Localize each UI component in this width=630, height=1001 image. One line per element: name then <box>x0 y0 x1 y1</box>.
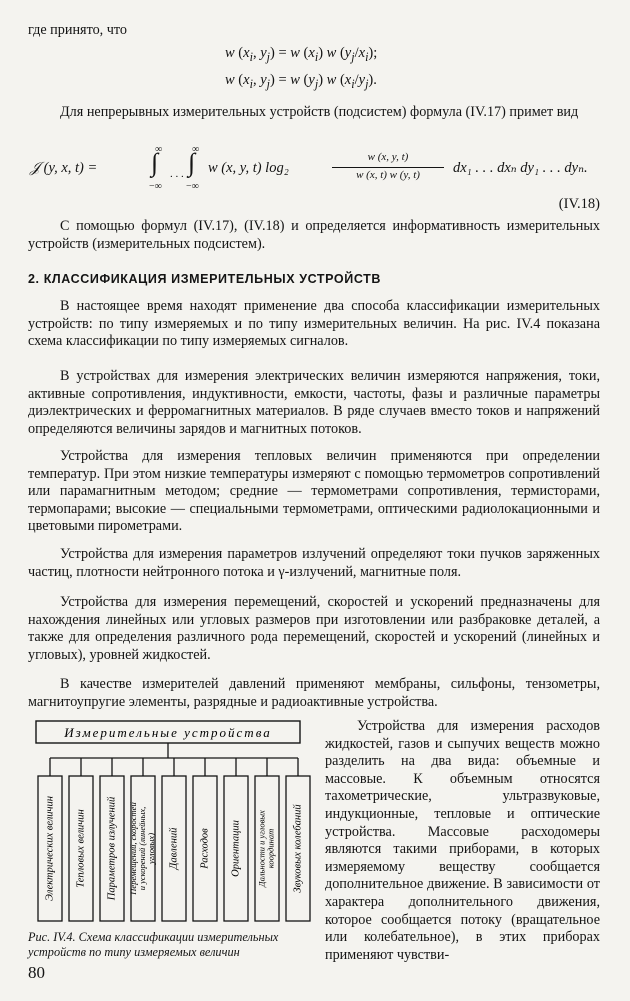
intro-line: где принято, что <box>28 22 128 38</box>
category-box <box>193 776 217 921</box>
classification-diagram <box>28 714 320 926</box>
category-box <box>128 776 156 921</box>
paragraph-formulas: С помощью формул (IV.17), (IV.18) и определяется информативность измерительных устройств (измерительных подсистем). <box>28 218 600 252</box>
category-label: координат <box>265 828 276 869</box>
diagram-category-boxes <box>38 776 310 921</box>
equation-number-iv18: (IV.18) <box>558 196 600 212</box>
category-box <box>255 776 279 921</box>
eq18-lhs: 𝒥 (y, x, t) = <box>30 160 98 176</box>
int1-upper: ∞ <box>155 144 163 155</box>
category-label: Расходов <box>199 828 211 869</box>
equation-joint-prob-1: w ($x_i$, $y_j) = w$ $(x_i)$ w $(y_j/x_i)$; <box>225 45 378 64</box>
category-label: Ориентации <box>230 820 242 877</box>
category-box <box>100 776 124 921</box>
paragraph-1: В настоящее время находят применение два способа классификации измерительных устройств: по типу измеряемых и по типу измерительных величин. На рис. IV.4 показана схема классификации по типу измеряемых сигналов. <box>28 298 600 350</box>
paragraph-3: Устройства для измерения тепловых величин применяются при определении температур. При этом низкие температуры измеряют с помощью термометров сопротивлений или парамагнитным методом; средние — термометрами сопротивления, термисторами, термопарами; высокие — специальными термометрами, оптическими радиолокационными и цветовыми пирометрами. <box>28 448 600 535</box>
paragraph-2: В устройствах для измерения электрических величин измеряются напряжения, токи, активные сопротивления, индуктивности, емкости, частоты, фазы и различные параметры диэлектрических и ферромагнитных материалов. В ряде случаев вместо токов и напряжений определяются величины зарядов и магнитных потоков. <box>28 368 600 437</box>
top-box-label: Измерительные устройства <box>64 725 272 740</box>
category-box <box>38 776 62 921</box>
figure-caption: Рис. IV.4. Схема классификации измерительных устройств по типу измеряемых величин <box>28 930 279 959</box>
category-box <box>69 776 93 921</box>
integral-sign-1: ∫ <box>151 148 159 177</box>
category-label: Электрических величин <box>44 795 56 902</box>
eq18-integrand: w (x, y, t) log₂ <box>208 160 289 176</box>
category-label: Давлений <box>168 827 180 870</box>
integral-sign-2: ∫ <box>188 148 196 177</box>
paragraph-4: Устройства для измерения параметров излучений определяют токи пучков заряженных частиц, плотности нейтронного потока и γ-излучений, магнитные поля. <box>28 546 600 580</box>
eq18-frac-den: w (x, t) w (y, t) <box>356 169 420 181</box>
paragraph-5: Устройства для измерения перемещений, скоростей и ускорений предназначены для нахождения линейных или угловых размеров при изготовлении или разбраковке деталей, а также для определения различного рода перемещений, скоростей и ускорений (линейных и угловых), уровней жидкостей. <box>28 594 600 663</box>
category-label: Параметров излучений <box>106 796 118 901</box>
int-dots: . . . <box>170 168 184 180</box>
category-label: Дальности и угловых <box>256 810 267 887</box>
equation-iv18 <box>28 146 600 196</box>
page-number: 80 <box>28 963 45 982</box>
eq18-frac-num: w (x, y, t) <box>367 151 409 163</box>
equation-joint-prob-2: w ($x_i$, $y_j) = w$ $(y_j)$ w $(x_i/y_j)$. <box>225 72 377 91</box>
section-heading: 2. КЛАССИФИКАЦИЯ ИЗМЕРИТЕЛЬНЫХ УСТРОЙСТВ <box>28 272 382 286</box>
top-box <box>36 721 300 743</box>
paragraph-6: В качестве измерителей давлений применяют мембраны, сильфоны, тензометры, магнитоупругие элементы, разрядные и радиоактивные устройства. <box>28 676 600 710</box>
diagram-connectors <box>50 743 298 776</box>
category-label: и ускорений (линейных, <box>136 806 147 891</box>
category-label: Тепловых величин <box>75 809 87 888</box>
category-label: Звуковых колебаний <box>292 804 304 893</box>
paragraph-continuous: Для непрерывных измерительных устройств (подсистем) формула (IV.17) примет вид <box>60 104 579 120</box>
int1-lower: −∞ <box>149 181 162 192</box>
eq18-differentials: dx₁ . . . dxₙ dy₁ . . . dyₙ. <box>453 160 588 176</box>
category-label: угловых) <box>145 832 156 865</box>
category-box <box>162 776 186 921</box>
int2-upper: ∞ <box>192 144 200 155</box>
category-label: Перемещений, скоростей <box>127 802 138 895</box>
fraction-bar <box>332 167 444 168</box>
category-box <box>224 776 248 921</box>
right-column-text: Устройства для измерения расходов жидкостей, газов и сыпучих веществ можно разделить на два вида: объемные и массовые. К объемным относятся тахометрические, ультразвуковые, индукционные, тепловые и оптические устройства. Массовые расходомеры являются такими приборами, в которых измеряемому веществу сообщается дополнительное движение. В зависимости от характера дополнительного движения, которое сообщается потоку (вращательное или колебательное), в этих приборах применяют чувстви- <box>325 718 600 963</box>
int2-lower: −∞ <box>186 181 199 192</box>
category-box <box>286 776 310 921</box>
